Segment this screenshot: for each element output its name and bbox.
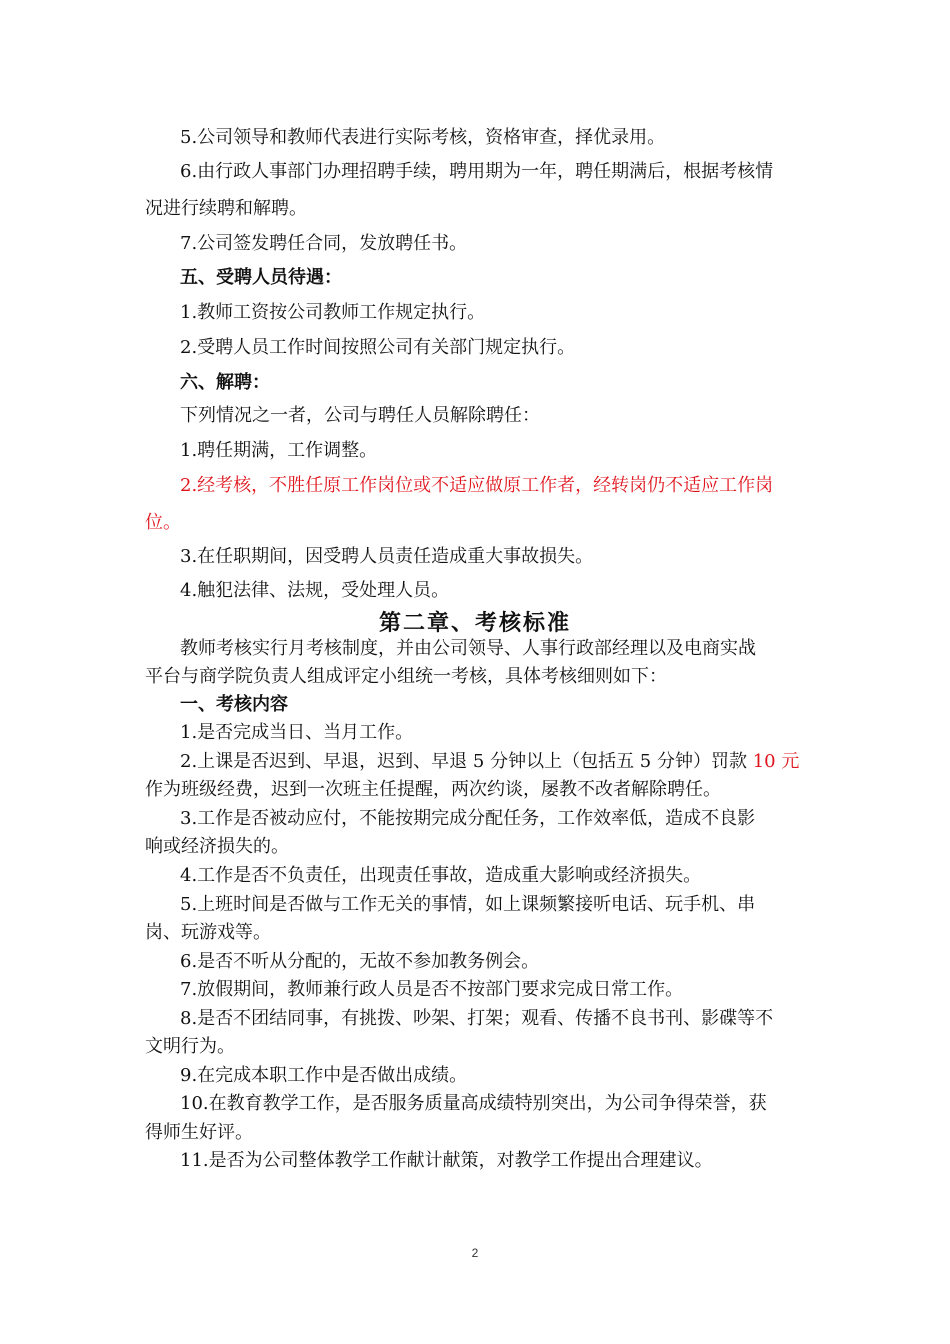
paragraph-line: 1.是否完成当日、当月工作。 [180, 722, 414, 743]
paragraph-line: 3.在任职期间，因受聘人员责任造成重大事故损失。 [180, 546, 594, 567]
section-heading: 六、解聘： [180, 372, 270, 393]
paragraph-line: 2.受聘人员工作时间按照公司有关部门规定执行。 [180, 337, 576, 358]
paragraph-line: 得师生好评。 [145, 1122, 253, 1143]
paragraph-line: 10.在教育教学工作，是否服务质量高成绩特别突出，为公司争得荣誉，获 [180, 1093, 767, 1114]
paragraph-line: 3.工作是否被动应付，不能按期完成分配任务，工作效率低，造成不良影 [180, 808, 756, 829]
paragraph-line: 7.放假期间，教师兼行政人员是否不按部门要求完成日常工作。 [180, 979, 684, 1000]
paragraph-line: 文明行为。 [145, 1036, 235, 1057]
paragraph-line: 响或经济损失的。 [145, 836, 289, 857]
fine-amount: 10 元 [752, 751, 800, 772]
paragraph-line: 8.是否不团结同事，有挑拨、吵架、打架；观看、传播不良书刊、影碟等不 [180, 1008, 774, 1029]
paragraph-line [180, 750, 840, 774]
paragraph-line: 4.触犯法律、法规，受处理人员。 [180, 580, 450, 601]
paragraph-line: 岗、玩游戏等。 [145, 922, 271, 943]
paragraph-line: 平台与商学院负责人组成评定小组统一考核，具体考核细则如下： [145, 666, 667, 687]
section-heading: 一、考核内容 [180, 694, 288, 715]
paragraph-line: 下列情况之一者，公司与聘任人员解除聘任： [180, 405, 540, 426]
paragraph-line: 6.由行政人事部门办理招聘手续，聘用期为一年，聘任期满后，根据考核情 [180, 161, 774, 182]
paragraph-line: 5.公司领导和教师代表进行实际考核，资格审查，择优录用。 [180, 127, 666, 148]
paragraph-line: 7.公司签发聘任合同，发放聘任书。 [180, 233, 468, 254]
paragraph-line: 5.上班时间是否做与工作无关的事情，如上课频繁接听电话、玩手机、串 [180, 894, 756, 915]
chapter-title: 第二章、考核标准 [378, 610, 571, 636]
paragraph-line: 1.聘任期满，工作调整。 [180, 440, 378, 461]
highlighted-line: 位。 [145, 512, 181, 533]
line-text: 2.上课是否迟到、早退，迟到、早退 5 分钟以上（包括五 5 分钟）罚款 [180, 751, 753, 772]
paragraph-line: 教师考核实行月考核制度，并由公司领导、人事行政部经理以及电商实战 [180, 638, 756, 659]
paragraph-line: 况进行续聘和解聘。 [145, 198, 307, 219]
paragraph-line: 作为班级经费，迟到一次班主任提醒，两次约谈，屡教不改者解除聘任。 [145, 779, 721, 800]
section-heading: 五、受聘人员待遇： [180, 267, 342, 288]
paragraph-line: 11.是否为公司整体教学工作献计献策，对教学工作提出合理建议。 [180, 1150, 713, 1171]
paragraph-line: 1.教师工资按公司教师工作规定执行。 [180, 302, 486, 323]
paragraph-line: 6.是否不听从分配的，无故不参加教务例会。 [180, 951, 540, 972]
paragraph-line: 9.在完成本职工作中是否做出成绩。 [180, 1065, 468, 1086]
highlighted-line: 2.经考核，不胜任原工作岗位或不适应做原工作者，经转岗仍不适应工作岗 [180, 475, 774, 496]
page-number: 2 [471, 1246, 479, 1260]
paragraph-line: 4.工作是否不负责任，出现责任事故，造成重大影响或经济损失。 [180, 865, 702, 886]
